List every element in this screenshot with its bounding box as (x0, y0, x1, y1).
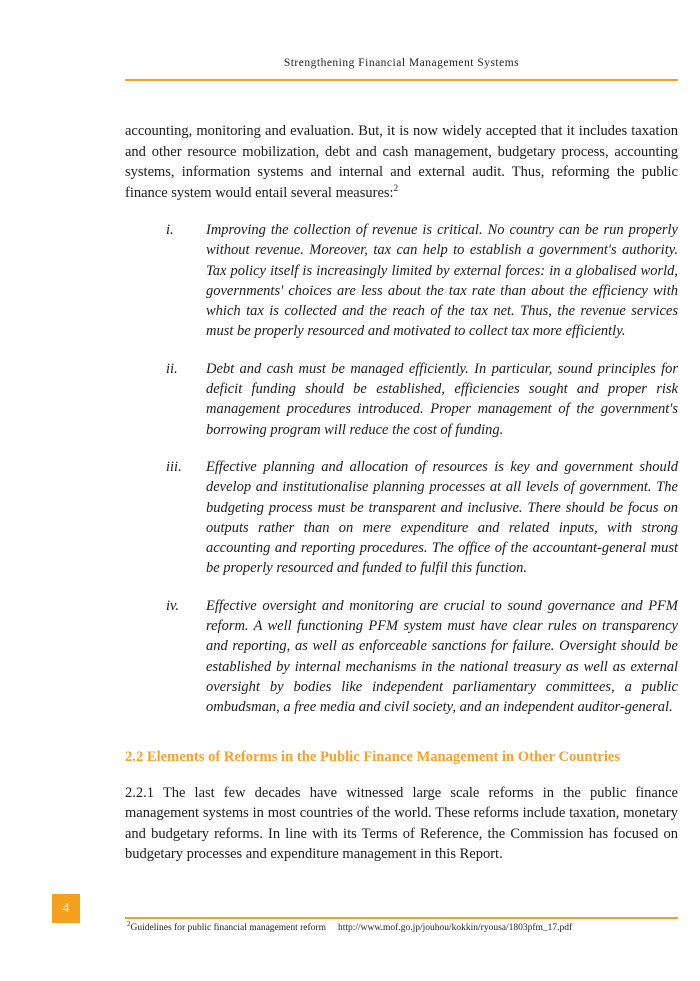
page-number-badge: 4 (52, 894, 80, 923)
list-item (125, 596, 678, 718)
footnote-text: Guidelines for public financial management reform (130, 923, 326, 933)
list-item-text: Improving the collection of revenue is critical. No country can be run properly without revenue. Moreover, tax can help to establish a government's authority. Tax policy itself is increasingly limited by external forces: in a globalised world, governments' choices are less about the tax rate than about the efficiency with which tax is collected and the reach of the tax net. Thus, the revenue services must be properly resourced and motivated to collect tax more efficiently. (206, 222, 678, 340)
list-item-text: Effective oversight and monitoring are crucial to sound governance and PFM reform. A well functioning PFM system must have clear rules on transparency and reporting, as well as enforceable sanctions for failure. Oversight should be established by internal mechanisms in the national treasury as well as external oversight by bodies like independent parliamentary committees, a public ombudsman, a free media and civil society, and an independent auditor-general. (206, 597, 678, 716)
measures-list (125, 220, 678, 718)
section-paragraph: 2.2.1 The last few decades have witnessed large scale reforms in the public finance management systems in most countries of the world. These reforms include taxation, monetary and budgetary reforms. In line with its Terms of Reference, the Commission has focused on budgetary processes and expenditure management in this Report. (125, 784, 678, 863)
section-heading: 2.2 Elements of Reforms in the Public Finance Management in Other Countries (125, 748, 621, 765)
footnote (127, 919, 678, 933)
list-item-marker: iii. (166, 458, 182, 475)
running-header-title: Strengthening Financial Management Systems (283, 57, 520, 69)
intro-paragraph-text: accounting, monitoring and evaluation. But, it is now widely accepted that it includes taxation and other resource mobilization, debt and cash management, budgetary process, accounting systems, information systems and internal and external audit. Thus, reforming the public finance system would entail several measures: (125, 123, 678, 201)
list-item-text: Effective planning and allocation of resources is key and government should develop and institutionalise planning processes at all levels of government. The budgeting process must be transparent and inclusive. There should be focus on outputs rather than on mere expenditure and related inputs, with strong accounting and reporting procedures. The office of the accountant-general must be properly resourced and funded to fulfil this function. (206, 458, 678, 577)
list-item-text: Debt and cash must be managed efficiently. In particular, sound principles for deficit funding should be established, efficiencies sought and proper risk management procedures introduced. Proper management of the government's borrowing program will reduce the cost of funding. (206, 360, 678, 438)
footnote-url: http://www.mof.go.jp/jouhou/kokkin/ryousa/1803pfm_17.pdf (337, 923, 573, 933)
list-item (125, 220, 678, 342)
footnote-reference-marker: 2 (393, 182, 399, 193)
header-rule (125, 79, 678, 81)
list-item-marker: i. (166, 222, 174, 238)
footnote-rule (125, 917, 678, 919)
list-item-marker: ii. (166, 360, 178, 377)
intro-paragraph (125, 121, 678, 203)
list-item (125, 457, 678, 579)
list-item-marker: iv. (166, 597, 180, 614)
list-item (125, 359, 678, 440)
footnote-number: 2 (127, 919, 131, 928)
page-content (125, 121, 678, 865)
